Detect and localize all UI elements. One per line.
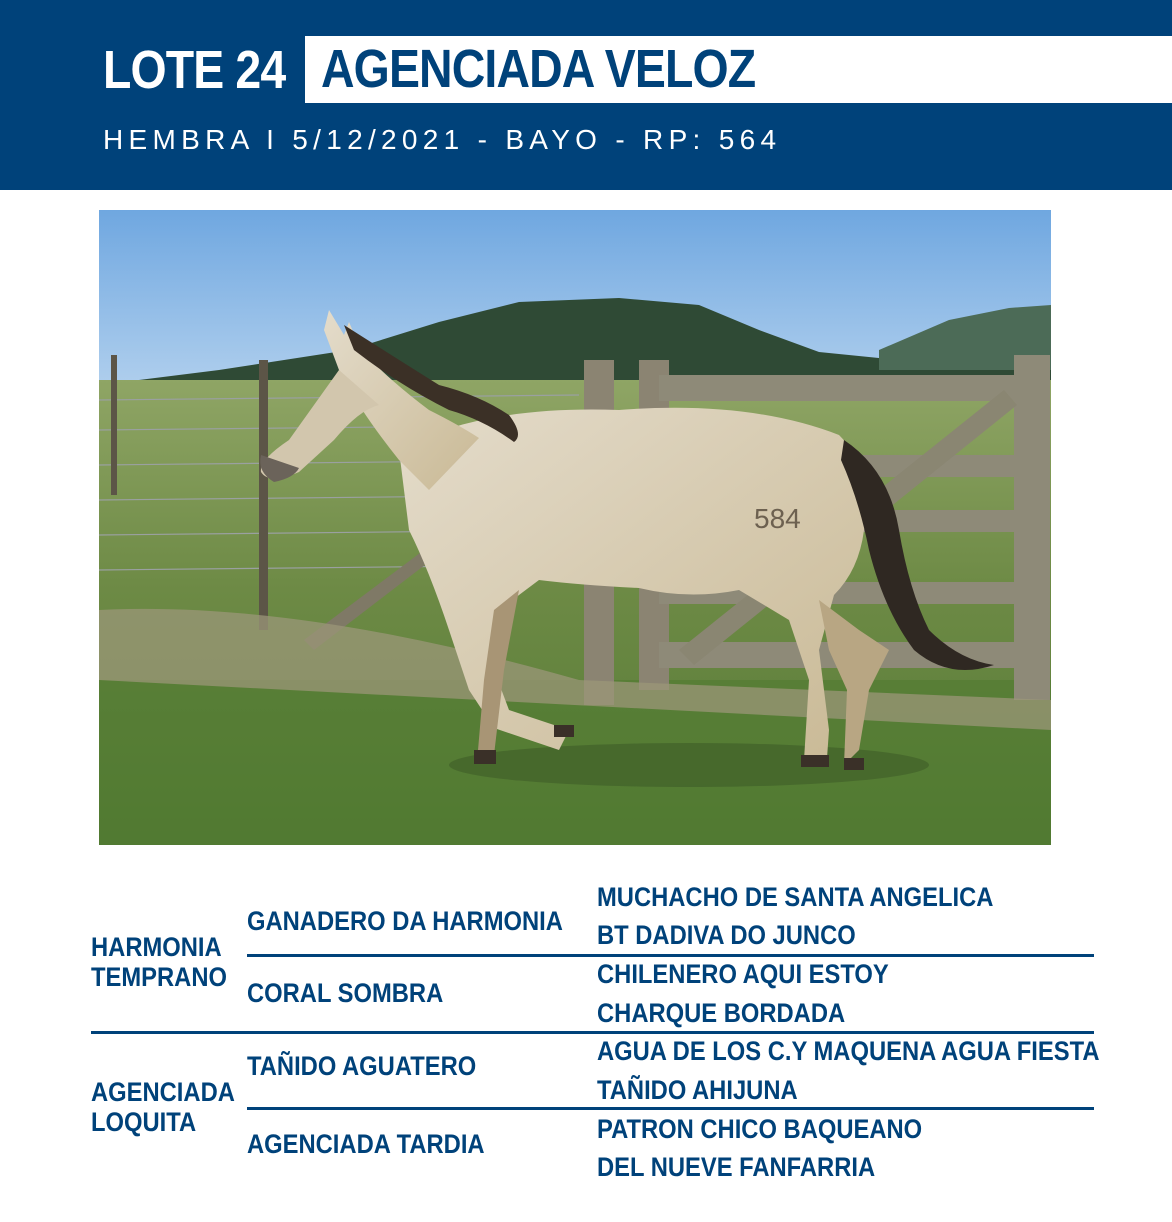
sire-sire: GANADERO DA HARMONIA [247, 906, 563, 936]
sire-line2: TEMPRANO [91, 962, 227, 992]
ggp-1: MUCHACHO DE SANTA ANGELICA [597, 882, 994, 912]
brand-mark: 584 [754, 503, 801, 534]
ggp-7: PATRON CHICO BAQUEANO [597, 1114, 923, 1144]
dam-sire: TAÑIDO AGUATERO [247, 1051, 477, 1081]
horse-photo [99, 210, 1051, 845]
dam-dam: AGENCIADA TARDIA [247, 1129, 485, 1159]
divider-sire-inner [247, 954, 1094, 957]
header-band [0, 0, 1172, 190]
ggp-4: CHARQUE BORDADA [597, 998, 846, 1028]
sire-dam: CORAL SOMBRA [247, 978, 444, 1008]
horse-name: AGENCIADA VELOZ [321, 39, 756, 99]
divider-main [91, 1031, 1094, 1034]
ggp-6: TAÑIDO AHIJUNA [597, 1075, 798, 1105]
sire [91, 932, 227, 992]
horse-name-box [305, 36, 1172, 103]
ggp-5: AGUA DE LOS C.Y MAQUENA AGUA FIESTA [597, 1036, 1100, 1066]
lot-number: LOTE 24 [103, 40, 286, 100]
divider-dam-inner [247, 1107, 1094, 1110]
ggp-3: CHILENERO AQUI ESTOY [597, 959, 889, 989]
dam-line1: AGENCIADA [91, 1077, 235, 1107]
horse-details: HEMBRA I 5/12/2021 - BAYO - RP: 564 [103, 124, 782, 155]
dam-line2: LOQUITA [91, 1107, 197, 1137]
sire-line1: HARMONIA [91, 932, 222, 962]
ggp-8: DEL NUEVE FANFARRIA [597, 1152, 876, 1182]
ggp-2: BT DADIVA DO JUNCO [597, 920, 856, 950]
dam [91, 1077, 235, 1137]
